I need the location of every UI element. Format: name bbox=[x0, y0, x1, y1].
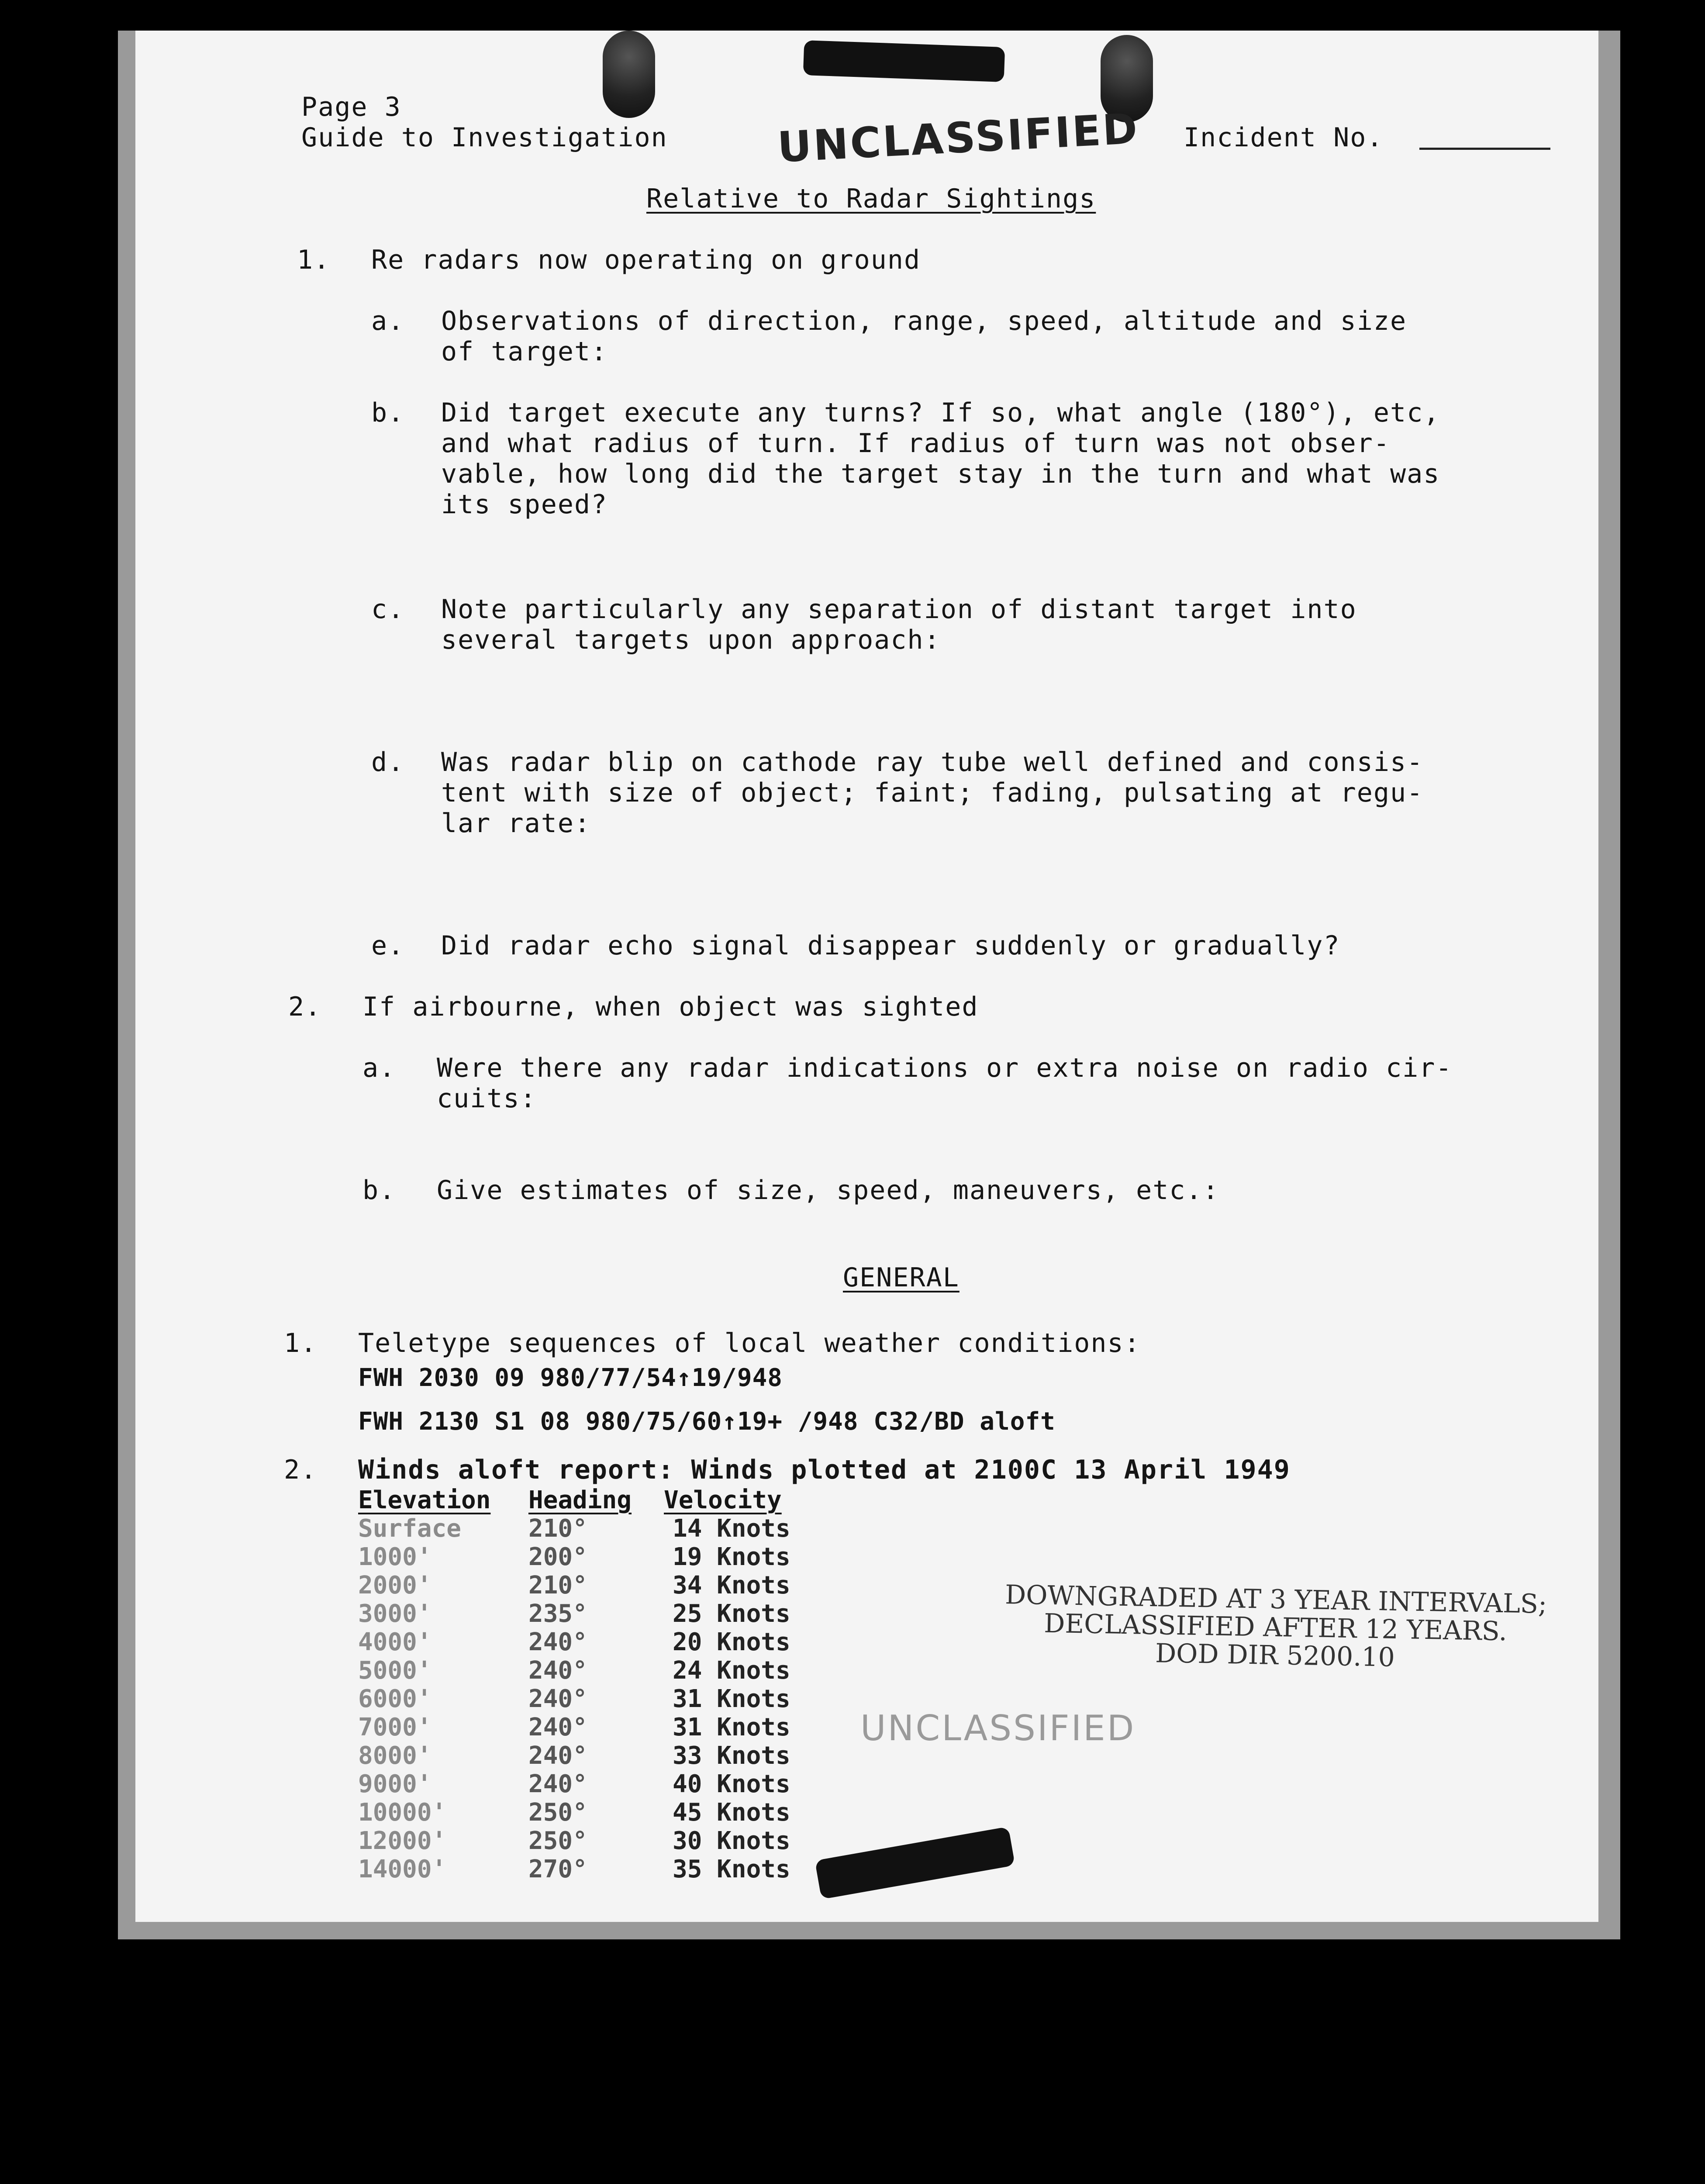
document-page bbox=[135, 31, 1598, 1922]
winds-heading-cell: 250° bbox=[528, 1798, 587, 1827]
winds-velocity-cell: 24 Knots bbox=[673, 1656, 790, 1685]
section-title: Relative to Radar Sightings bbox=[646, 183, 1096, 214]
winds-heading-cell: 235° bbox=[528, 1600, 587, 1628]
winds-velocity-cell: 31 Knots bbox=[673, 1685, 790, 1713]
subitem-line: cuits: bbox=[437, 1083, 537, 1114]
downgrade-line-2: DECLASSIFIED AFTER 12 YEARS. bbox=[1043, 1608, 1508, 1647]
item-text: Teletype sequences of local weather conditions: bbox=[358, 1328, 1141, 1358]
winds-heading-cell: 240° bbox=[528, 1742, 587, 1770]
subitem-line: Did radar echo signal disappear suddenly or gradually? bbox=[441, 930, 1340, 961]
subitem-line: Was radar blip on cathode ray tube well defined and consis- bbox=[441, 747, 1424, 778]
page-number: Page 3 bbox=[301, 92, 401, 122]
winds-heading-cell: 240° bbox=[528, 1628, 587, 1656]
subitem-letter: e. bbox=[371, 930, 405, 961]
subitem-letter: a. bbox=[371, 306, 405, 336]
guide-title: Guide to Investigation bbox=[301, 122, 668, 153]
winds-elevation-cell: Surface bbox=[358, 1514, 462, 1543]
winds-heading-cell: 200° bbox=[528, 1543, 587, 1571]
punch-hole-left bbox=[603, 31, 655, 118]
incident-number-blank bbox=[1419, 148, 1550, 150]
winds-elevation-cell: 10000' bbox=[358, 1798, 447, 1827]
subitem-line: and what radius of turn. If radius of turn was not obser- bbox=[441, 428, 1391, 459]
winds-elevation-cell: 1000' bbox=[358, 1543, 432, 1571]
winds-elevation-cell: 5000' bbox=[358, 1656, 432, 1685]
winds-elevation-cell: 4000' bbox=[358, 1628, 432, 1656]
winds-elevation-cell: 8000' bbox=[358, 1742, 432, 1770]
winds-heading-cell: 240° bbox=[528, 1713, 587, 1742]
winds-heading-cell: 270° bbox=[528, 1855, 587, 1883]
downgrade-line-3: DOD DIR 5200.10 bbox=[1155, 1638, 1395, 1673]
winds-elevation-cell: 3000' bbox=[358, 1600, 432, 1628]
subitem-line: of target: bbox=[441, 336, 608, 367]
winds-elevation-cell: 6000' bbox=[358, 1685, 432, 1713]
winds-elevation-cell: 7000' bbox=[358, 1713, 432, 1742]
winds-velocity-cell: 31 Knots bbox=[673, 1713, 790, 1742]
downgrade-line-1: DOWNGRADED AT 3 YEAR INTERVALS; bbox=[1004, 1579, 1547, 1620]
downgrade-stamp bbox=[1004, 1581, 1547, 1674]
winds-heading-cell: 240° bbox=[528, 1656, 587, 1685]
subitem-line: Observations of direction, range, speed, altitude and size bbox=[441, 306, 1407, 336]
subitem-letter: b. bbox=[362, 1175, 396, 1206]
subitem-line: lar rate: bbox=[441, 808, 591, 839]
item-number: 1. bbox=[297, 245, 331, 275]
item-number: 2. bbox=[284, 1455, 318, 1485]
winds-heading-cell: 210° bbox=[528, 1514, 587, 1543]
subitem-letter: a. bbox=[362, 1053, 396, 1083]
subitem-line: Give estimates of size, speed, maneuvers, etc.: bbox=[437, 1175, 1219, 1206]
winds-velocity-cell: 19 Knots bbox=[673, 1543, 790, 1571]
item-number: 1. bbox=[284, 1328, 318, 1358]
subitem-letter: b. bbox=[371, 397, 405, 428]
winds-velocity-cell: 14 Knots bbox=[673, 1514, 790, 1543]
winds-velocity-cell: 45 Knots bbox=[673, 1798, 790, 1827]
subitem-line: Did target execute any turns? If so, what angle (180°), etc, bbox=[441, 397, 1440, 428]
winds-col-heading: Heading bbox=[528, 1486, 632, 1514]
subitem-line: its speed? bbox=[441, 489, 608, 520]
unclassified-stamp-lower: UNCLASSIFIED bbox=[860, 1708, 1136, 1749]
subitem-letter: c. bbox=[371, 594, 405, 625]
item-text: If airbourne, when object was sighted bbox=[362, 992, 979, 1022]
winds-heading-cell: 240° bbox=[528, 1770, 587, 1798]
teletype-sequence: FWH 2130 S1 08 980/75/60↑19+ /948 C32/BD aloft bbox=[358, 1407, 1056, 1436]
winds-velocity-cell: 20 Knots bbox=[673, 1628, 790, 1656]
winds-col-velocity: Velocity bbox=[664, 1486, 782, 1514]
incident-label: Incident No. bbox=[1184, 122, 1384, 153]
subitem-letter: d. bbox=[371, 747, 405, 778]
subitem-line: several targets upon approach: bbox=[441, 625, 941, 655]
winds-col-elevation: Elevation bbox=[358, 1486, 491, 1514]
winds-heading-cell: 210° bbox=[528, 1571, 587, 1600]
subitem-line: Were there any radar indications or extra noise on radio cir- bbox=[437, 1053, 1453, 1083]
winds-velocity-cell: 40 Knots bbox=[673, 1770, 790, 1798]
winds-heading-cell: 250° bbox=[528, 1827, 587, 1855]
teletype-sequence: FWH 2030 09 980/77/54↑19/948 bbox=[358, 1364, 783, 1392]
redaction-mark-top bbox=[803, 40, 1005, 82]
winds-velocity-cell: 25 Knots bbox=[673, 1600, 790, 1628]
winds-elevation-cell: 12000' bbox=[358, 1827, 447, 1855]
item-text: Winds aloft report: Winds plotted at 2100C 13 April 1949 bbox=[358, 1455, 1291, 1485]
subitem-line: tent with size of object; faint; fading, pulsating at regu- bbox=[441, 778, 1424, 808]
redaction-mark-bottom bbox=[815, 1827, 1015, 1900]
unclassified-stamp-top: UNCLASSIFIED bbox=[776, 104, 1140, 172]
subitem-line: Note particularly any separation of distant target into bbox=[441, 594, 1357, 625]
winds-heading-cell: 240° bbox=[528, 1685, 587, 1713]
winds-elevation-cell: 2000' bbox=[358, 1571, 432, 1600]
winds-velocity-cell: 30 Knots bbox=[673, 1827, 790, 1855]
winds-velocity-cell: 34 Knots bbox=[673, 1571, 790, 1600]
winds-elevation-cell: 9000' bbox=[358, 1770, 432, 1798]
item-text: Re radars now operating on ground bbox=[371, 245, 921, 275]
winds-velocity-cell: 33 Knots bbox=[673, 1742, 790, 1770]
winds-velocity-cell: 35 Knots bbox=[673, 1855, 790, 1883]
general-title: GENERAL bbox=[843, 1262, 959, 1293]
winds-elevation-cell: 14000' bbox=[358, 1855, 447, 1883]
item-number: 2. bbox=[288, 992, 322, 1022]
subitem-line: vable, how long did the target stay in the turn and what was bbox=[441, 459, 1440, 489]
